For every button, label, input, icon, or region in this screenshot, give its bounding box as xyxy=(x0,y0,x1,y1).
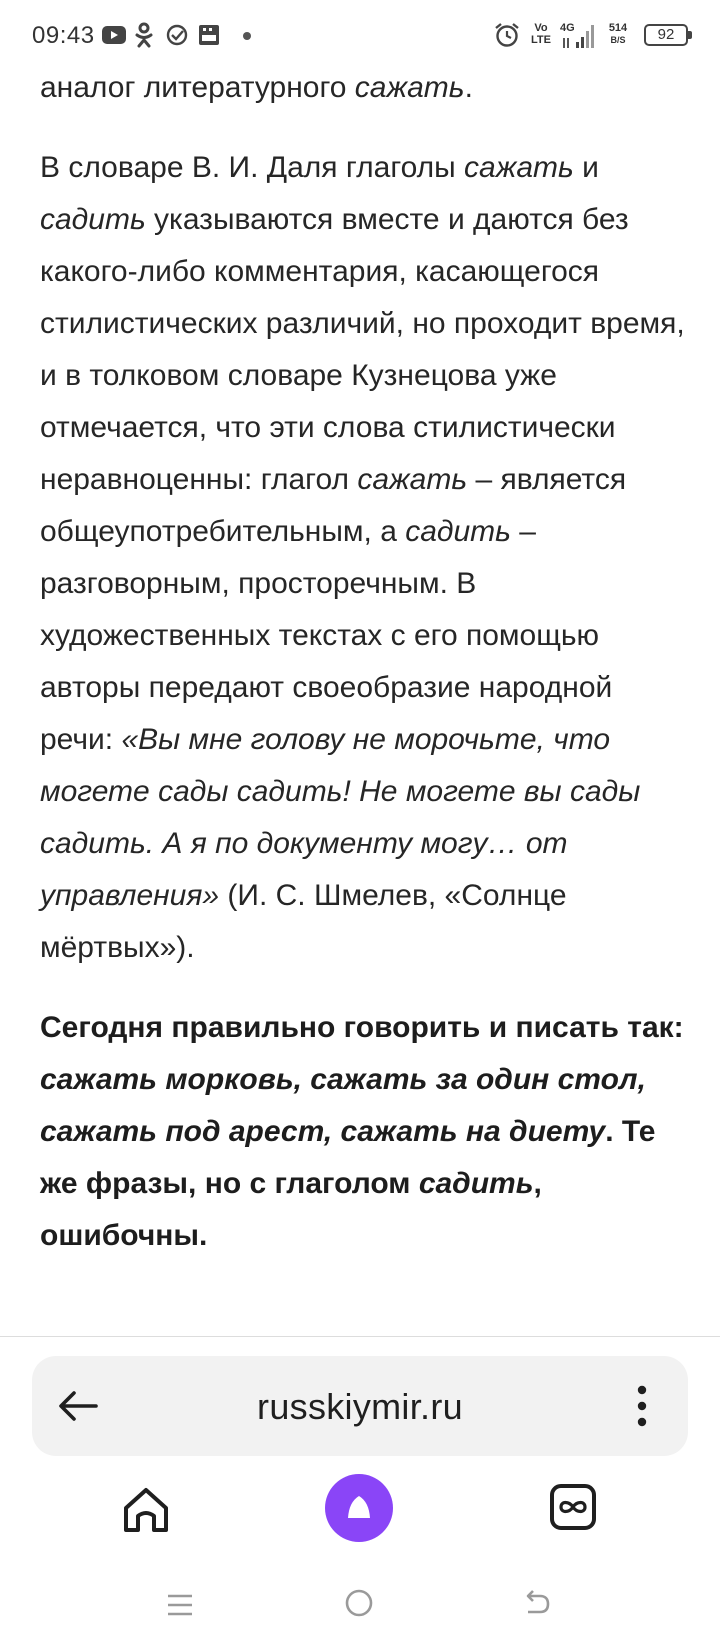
url-text[interactable]: russkiymir.ru xyxy=(257,1386,463,1427)
system-nav-bar xyxy=(0,1570,720,1640)
text-span: – является общеупотребительным, а xyxy=(40,463,627,548)
speed-indicator xyxy=(604,22,632,50)
text-span: указываются вместе и даются без какого-либо комментария, касающегося стилистических различий, но проходит время, и в толковом словаре Кузнецова уже отмечается, что эти слова стилистически неравноценны: глагол xyxy=(40,203,685,496)
text-span: , ошибочны. xyxy=(40,1167,542,1252)
paragraph-conclusion xyxy=(40,1002,690,1262)
text-span: Сегодня правильно говорить и писать так: xyxy=(40,1011,684,1044)
speed-unit: B/S xyxy=(610,35,626,45)
text-span: и xyxy=(573,151,599,184)
browser-address-bar[interactable] xyxy=(32,1356,688,1456)
volte-label: Vo xyxy=(534,22,548,34)
citation-text: (И. С. Шмелев, «Солнце мёртвых»). xyxy=(40,879,567,964)
volte-icon xyxy=(530,22,552,48)
speed-value: 514 xyxy=(608,22,628,34)
recent-apps-icon[interactable] xyxy=(166,1590,194,1620)
check-circle-icon xyxy=(166,24,188,46)
italic-term: сажать xyxy=(464,151,574,184)
text-span: В словаре В. И. Даля глаголы xyxy=(40,151,465,184)
tabs-icon[interactable] xyxy=(548,1482,598,1532)
paragraph-dictionary xyxy=(40,142,690,974)
article-body xyxy=(40,62,690,1290)
signal-icon xyxy=(560,22,600,50)
network-gen-label: 4G xyxy=(560,22,575,34)
paragraph-intro-tail xyxy=(40,62,690,114)
battery-level: 92 xyxy=(657,26,675,43)
browser-bottom-nav xyxy=(0,1470,720,1560)
italic-term: садить xyxy=(40,203,146,236)
back-icon[interactable] xyxy=(522,1588,552,1618)
media-icon xyxy=(198,24,220,46)
text-span: . Те же фразы, но с глаголом xyxy=(40,1115,656,1200)
italic-term: садить xyxy=(405,515,511,548)
text-span: аналог литературного xyxy=(40,71,355,104)
italic-examples: сажать морковь, сажать за один стол, сажать под арест, сажать на диету xyxy=(40,1063,646,1148)
arrow-left-icon[interactable] xyxy=(54,1382,102,1430)
odnoklassniki-icon xyxy=(134,22,154,48)
lte-label: LTE xyxy=(531,34,551,46)
youtube-icon xyxy=(102,26,126,44)
alice-icon[interactable] xyxy=(325,1474,393,1542)
italic-quote: «Вы мне голову не морочьте, что могете сады садить! Не могете вы сады садить. А я по документу могу… от управления» xyxy=(40,723,641,912)
italic-term: сажать xyxy=(354,71,465,104)
italic-term: сажать xyxy=(357,463,468,496)
home-icon[interactable] xyxy=(118,1482,174,1538)
bottom-divider xyxy=(0,1336,720,1337)
text-span: – разговорным, просторечным. В художественных текстах с его помощью авторы передают своеобразие народной речи: xyxy=(40,515,613,756)
battery-icon xyxy=(644,24,688,46)
dot-icon xyxy=(243,32,251,40)
italic-term: садить xyxy=(418,1167,534,1200)
alarm-icon xyxy=(494,22,520,48)
text-span: . xyxy=(464,71,473,104)
more-vertical-icon[interactable] xyxy=(622,1382,662,1430)
status-time: 09:43 xyxy=(32,22,95,49)
home-circle-icon[interactable] xyxy=(344,1588,374,1618)
